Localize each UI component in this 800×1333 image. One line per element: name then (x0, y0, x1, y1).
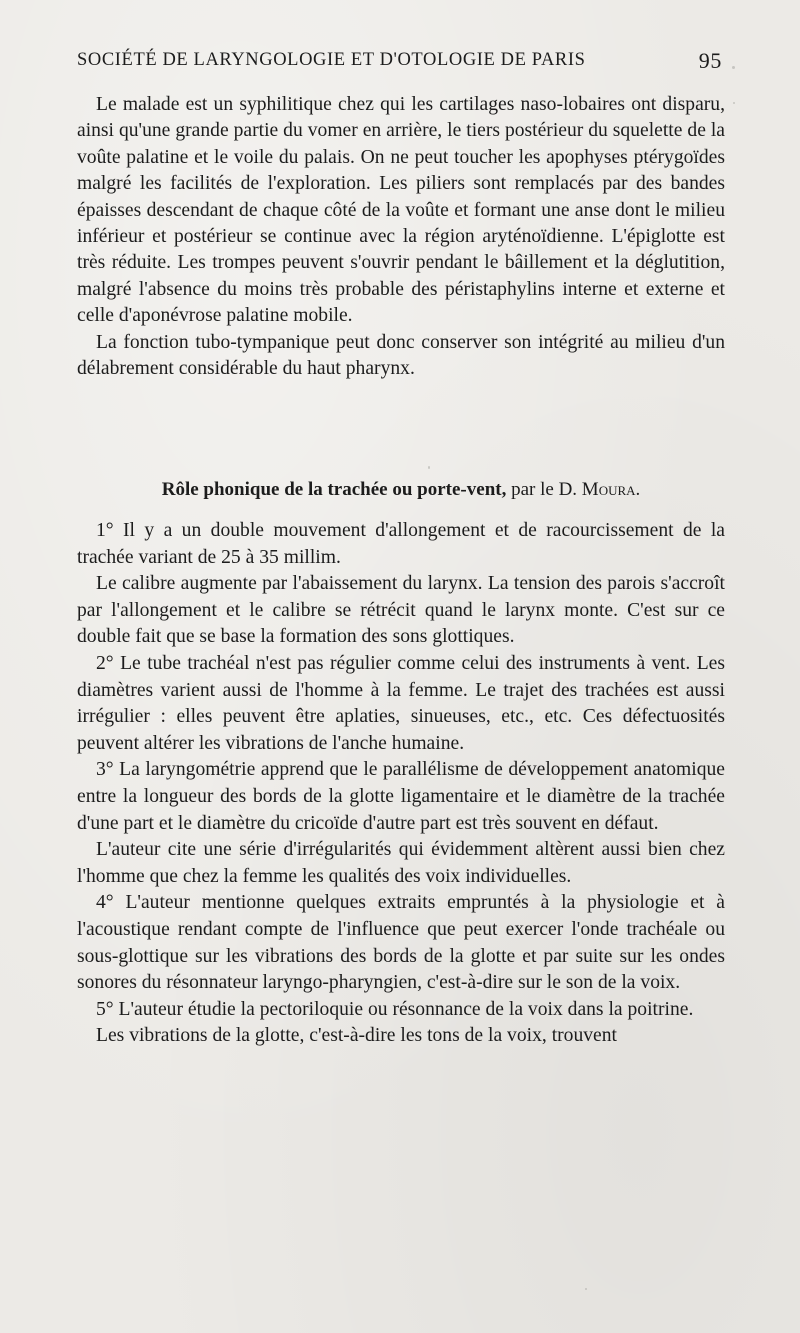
paragraph: La fonction tubo-tympanique peut donc conserver son intégrité au milieu d'un délabrement considérable du haut pharynx. (77, 331, 725, 380)
body-text-top (77, 92, 725, 382)
running-head (77, 50, 722, 78)
section-title (77, 479, 725, 501)
print-speck (733, 102, 735, 104)
running-title: SOCIÉTÉ DE LARYNGOLOGIE ET D'OTOLOGIE DE PARIS (77, 50, 586, 70)
section-title-text: Rôle phonique de la trachée ou porte-vent, (161, 479, 507, 500)
paragraph: 4° L'auteur mentionne quelques extraits empruntés à la physiologie et à l'acoustique rendant compte de l'influence que peut exercer l'onde trachéale ou sous-glottique sur les vibrations des bords de la glotte et par suite sur les ondes sonores du résonnateur laryngo-pharyngien, c'est-à-dire sur le son de la voix. (77, 892, 725, 994)
paragraph: 5° L'auteur étudie la pectoriloquie ou résonnance de la voix dans la poitrine. (96, 998, 694, 1020)
paragraph: 1° Il y a un double mouvement d'allongement et de racourcissement de la trachée variant de 25 à 35 millim. (77, 520, 725, 568)
page-number: 95 (698, 48, 722, 73)
paragraph: L'auteur cite une série d'irrégularités qui évidemment altèrent aussi bien chez l'homme que chez la femme les qualités des voix individuelles. (77, 839, 725, 887)
print-speck (428, 466, 430, 469)
print-speck (585, 1288, 587, 1290)
paragraph: Le malade est un syphilitique chez qui les cartilages naso-lobaires ont disparu, ainsi qu'une grande partie du vomer en arrière, le tiers postérieur du squelette de la voûte palatine et le voile du palais. On ne peut toucher les apophyses ptérygoïdes malgré les facilités de l'exploration. Les piliers sont remplacés par des bandes épaisses descendant de chaque côté de la voûte et formant une anse dont le milieu inférieur et postérieur se continue avec la région aryténoïdienne. L'épiglotte est très réduite. Les trompes peuvent s'ouvrir pendant le bâillement et la déglutition, malgré l'absence du moins très probable des péristaphylins interne et externe et celle d'aponévrose palatine mobile. (77, 94, 725, 327)
paragraph: 2° Le tube trachéal n'est pas régulier comme celui des instruments à vent. Les diamètres varient aussi de l'homme à la femme. Le trajet des trachées est aussi irrégulier : elles peuvent être aplaties, sinueuses, etc., etc. Ces défectuosités peuvent altérer les vibrations de l'anche humaine. (77, 652, 725, 754)
paragraph: Les vibrations de la glotte, c'est-à-dire les tons de la voix, trouvent (96, 1025, 617, 1047)
body-text-section (77, 518, 725, 1050)
print-speck (732, 66, 735, 69)
paragraph: 3° La laryngométrie apprend que le parallélisme de développement anatomique entre la longueur des bords de la glotte ligamentaire et le diamètre de la trachée d'une part et le diamètre du cricoïde d'autre part est très souvent en défaut. (77, 759, 725, 834)
paragraph: Le calibre augmente par l'abaissement du larynx. La tension des parois s'accroît par l'allongement et le calibre se rétrécit quand le larynx monte. C'est sur ce double fait que se base la formation des sons glottiques. (77, 573, 725, 648)
section-author: Moura. (581, 479, 641, 500)
section-byline: par le D. (511, 479, 578, 500)
